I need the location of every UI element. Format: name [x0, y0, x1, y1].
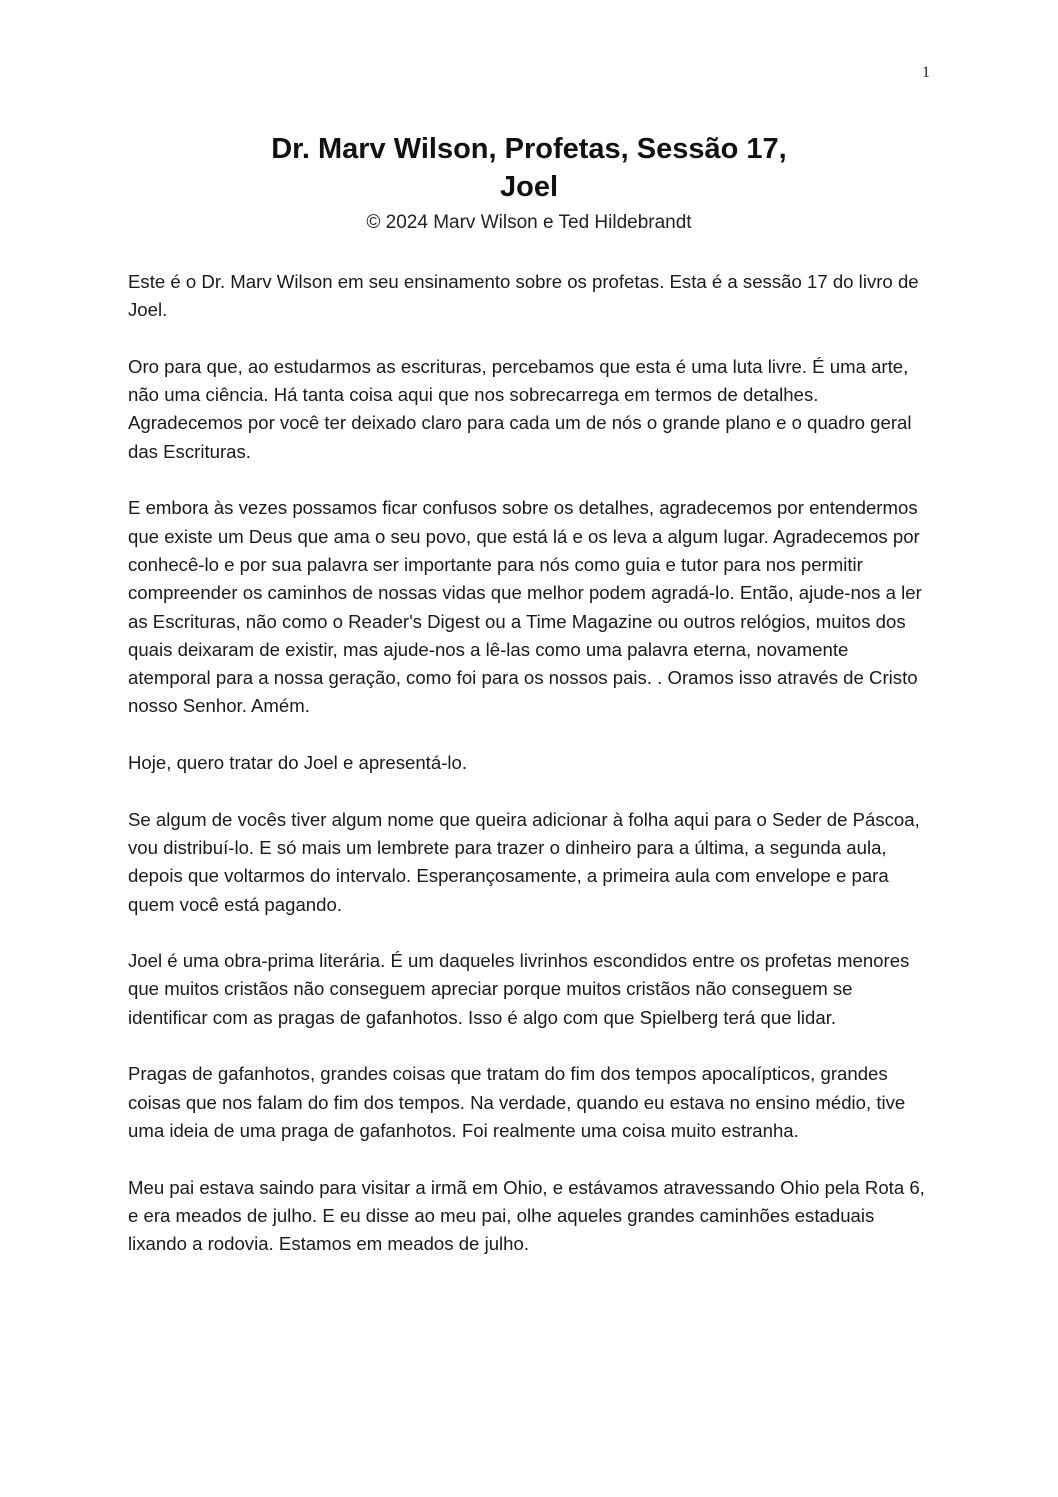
- copyright-line: © 2024 Marv Wilson e Ted Hildebrandt: [366, 212, 692, 233]
- paragraph-7: Pragas de gafanhotos, grandes coisas que tratam do fim dos tempos apocalípticos, grandes coisas que nos falam do fim dos tempos. Na verdade, quando eu estava no ensino médio, tive uma ideia de uma praga de gafanhotos. Foi realmente uma coisa muito estranha.: [128, 1063, 906, 1141]
- paragraph-5: Se algum de vocês tiver algum nome que queira adicionar à folha aqui para o Seder de Páscoa, vou distribuí-lo. E só mais um lembrete para trazer o dinheiro para a última, a segunda aula, depois que voltarmos do intervalo. Esperançosamente, a primeira aula com envelope e para quem você está pagando.: [128, 808, 920, 915]
- document-title: [0, 130, 1058, 206]
- paragraph-4: Hoje, quero tratar do Joel e apresentá-lo.: [128, 752, 468, 774]
- page-number: 1: [922, 64, 930, 81]
- title-line-1: Dr. Marv Wilson, Profetas, Sessão 17,: [271, 133, 787, 165]
- paragraph-3: E embora às vezes possamos ficar confusos sobre os detalhes, agradecemos por entendermos que existe um Deus que ama o seu povo, que está lá e os leva a algum lugar. Agradecemos por conhecê-lo e por sua palavra ser importante para nós como guia e tutor para nos permitir compreender os caminhos de nossas vidas que melhor podem agradá-lo. Então, ajude-nos a ler as Escrituras, não como o Reader's Digest ou a Time Magazine ou outros relógios, muitos dos quais deixaram de existir, mas ajude-nos a lê-las como uma palavra eterna, novamente atemporal para a nossa geração, como foi para os nossos pais. . Oramos isso através de Cristo nosso Senhor. Amém.: [128, 497, 922, 717]
- paragraph-6: Joel é uma obra-prima literária. É um daqueles livrinhos escondidos entre os profetas menores que muitos cristãos não conseguem apreciar porque muitos cristãos não conseguem se identificar com as pragas de gafanhotos. Isso é algo com que Spielberg terá que lidar.: [128, 950, 910, 1028]
- title-block: [0, 130, 1058, 236]
- document-body: [128, 268, 934, 1287]
- paragraph-2: Oro para que, ao estudarmos as escrituras, percebamos que esta é uma luta livre. É uma arte, não uma ciência. Há tanta coisa aqui que nos sobrecarrega em termos de detalhes. Agradecemos por você ter deixado claro para cada um de nós o grande plano e o quadro geral das Escrituras.: [128, 355, 912, 462]
- title-line-2: Joel: [499, 171, 559, 203]
- paragraph-1: Este é o Dr. Marv Wilson em seu ensinamento sobre os profetas. Esta é a sessão 17 do livro de Joel.: [128, 271, 919, 321]
- paragraph-8: Meu pai estava saindo para visitar a irmã em Ohio, e estávamos atravessando Ohio pela Rota 6, e era meados de julho. E eu disse ao meu pai, olhe aqueles grandes caminhões estaduais lixando a rodovia. Estamos em meados de julho.: [128, 1176, 925, 1255]
